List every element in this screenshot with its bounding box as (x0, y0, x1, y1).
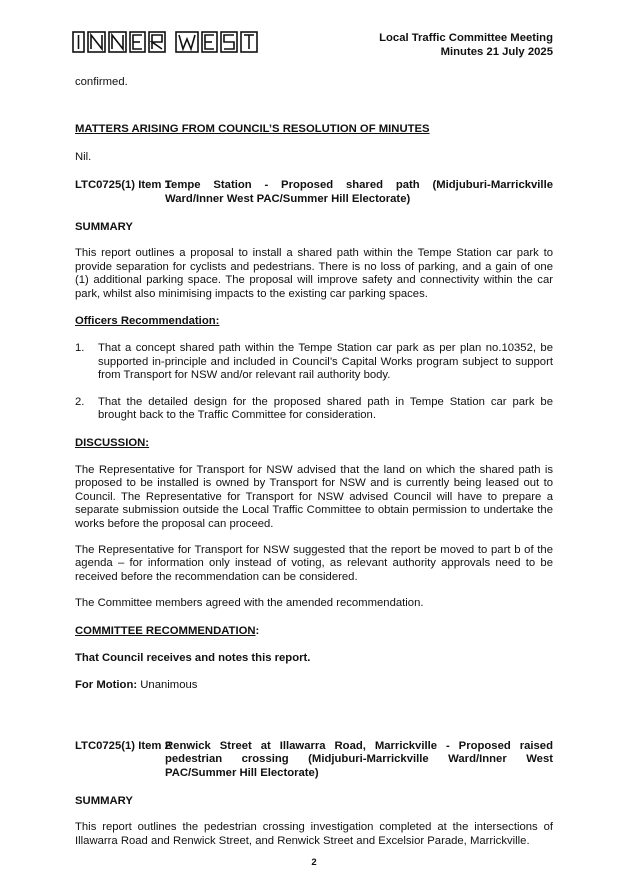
discussion-paragraph: The Committee members agreed with the amended recommendation. (75, 597, 424, 610)
discussion-heading: DISCUSSION: (75, 436, 150, 449)
meeting-title: Local Traffic Committee Meeting (379, 32, 553, 44)
item1-summary: This report outlines a proposal to install a shared path within the Tempe Station car park to provide separation for cyclists and pedestrians. There is no loss of parking, and a gain of one (1) additional parking space. The proposal will improve safety and connectivity within the car park, whilst also minimising impacts to the existing car parking spaces. (75, 247, 553, 300)
discussion-paragraph: The Representative for Transport for NSW advised that the land on which the shared path is proposed to be installed is owned by Transport for NSW and is currently being leased out to Council. The Representative for Transport for NSW advised Council will have to prepare a separate submission outside the Local Traffic Committee to obtain permission to undertake the works before the proposal can proceed. (75, 463, 553, 530)
committee-recommendation-text: That Council receives and notes this report. (75, 651, 311, 664)
motion-value: Unanimous (137, 679, 198, 692)
confirmed-text: confirmed. (75, 76, 128, 88)
matters-arising-heading: MATTERS ARISING FROM COUNCIL’S RESOLUTION OF MINUTES (75, 123, 430, 136)
item2-ref: LTC0725(1) Item 2 (75, 739, 171, 752)
recommendation-item (75, 396, 553, 423)
item2-summary-heading: SUMMARY (75, 795, 133, 807)
recommendation-number: 1. (75, 342, 85, 355)
document-body (75, 76, 553, 848)
page-number: 2 (311, 857, 317, 868)
item1-ref: LTC0725(1) Item 1 (75, 179, 171, 192)
item1-title: Tempe Station - Proposed shared path (Midjuburi-Marrickville Ward/Inner West PAC/Summer Hill Electorate) (165, 179, 553, 205)
item1-heading (75, 179, 553, 206)
item2-title: Renwick Street at Illawarra Road, Marrickville - Proposed raised pedestrian crossing (Midjuburi-Marrickville Ward/Inner West PAC/Summer Hill Electorate) (165, 739, 553, 779)
recommendation-number: 2. (75, 395, 85, 408)
recommendation-text: That the detailed design for the proposed shared path in Tempe Station car park be brought back to the Traffic Committee for consideration. (98, 395, 553, 422)
item2-heading (75, 740, 553, 780)
minutes-date: Minutes 21 July 2025 (440, 46, 553, 58)
motion-line (75, 679, 553, 692)
item2-summary: This report outlines the pedestrian crossing investigation completed at the intersections of Illawarra Road and Renwick Street, and Renwick Street and Excelsior Parade, Marrickville. (75, 821, 553, 847)
meeting-header (379, 31, 553, 59)
recommendation-item (75, 342, 553, 382)
motion-label: For Motion: (75, 679, 138, 692)
item1-summary-heading: SUMMARY (75, 221, 133, 234)
officers-recommendation-heading: Officers Recommendation: (75, 315, 220, 328)
recommendation-text: That a concept shared path within the Tempe Station car park as per plan no.10352, be supported in-principle and included in Council’s Capital Works program subject to support from Transport for NSW and/or relevant rail authority body. (98, 342, 553, 382)
committee-recommendation-label: COMMITTEE RECOMMENDATION (75, 624, 256, 637)
discussion-paragraph: The Representative for Transport for NSW suggested that the report be moved to part b of the agenda – for information only instead of voting, as relevant authority approvals need to be received before the recommendation can be considered. (75, 543, 553, 583)
committee-recommendation-heading (75, 625, 553, 638)
inner-west-logo (72, 30, 270, 54)
committee-colon: : (255, 624, 260, 637)
nil-text: Nil. (75, 150, 92, 163)
